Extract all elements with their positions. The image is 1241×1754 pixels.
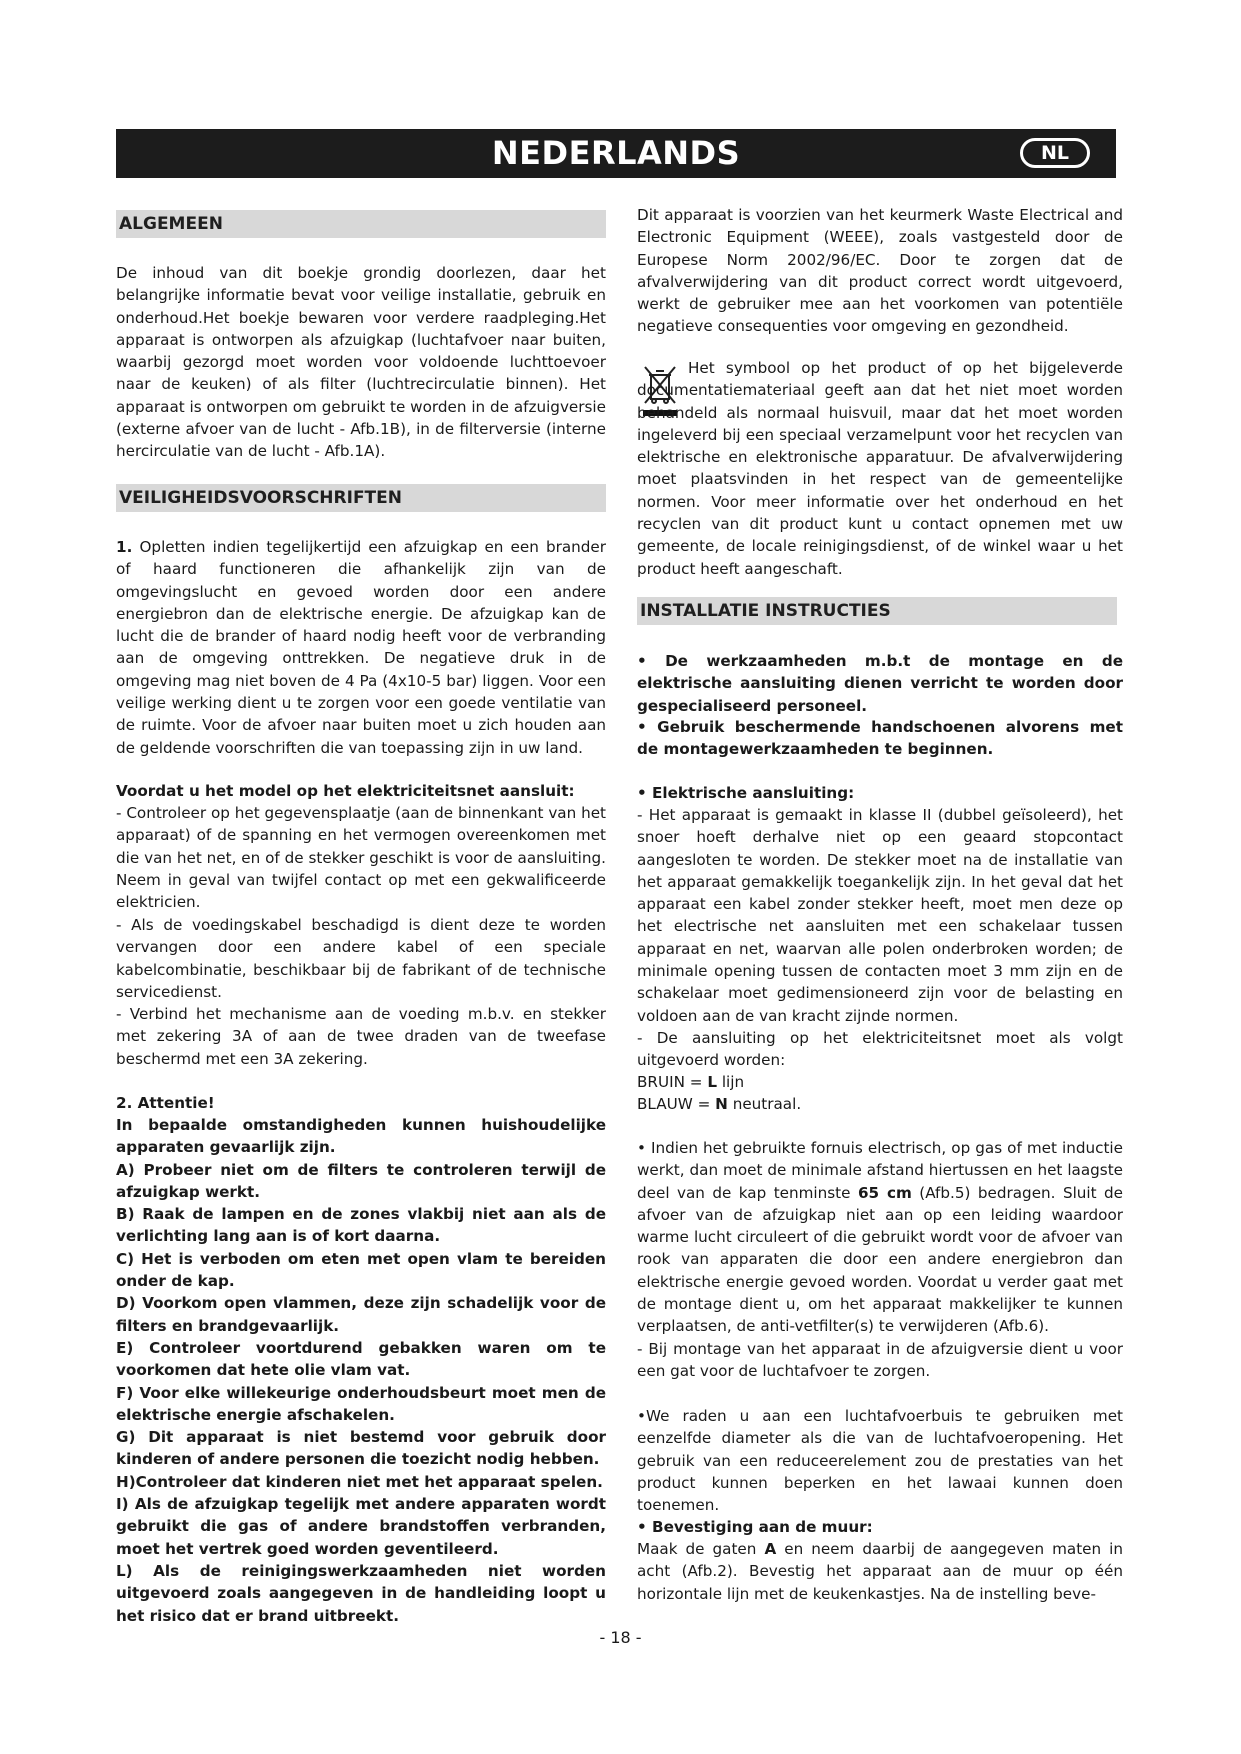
muur-text: Maak de gaten bbox=[637, 1540, 757, 1558]
attentie-line: H)Controleer dat kinderen niet met het apparaat spelen. bbox=[116, 1472, 603, 1491]
attentie-heading: 2. Attentie! bbox=[116, 1094, 215, 1112]
muur-heading: • Bevestiging aan de muur: bbox=[637, 1518, 873, 1536]
muur-paragraph bbox=[637, 1538, 1123, 1605]
wire-label: BLAUW = bbox=[637, 1095, 711, 1113]
voordat-point-3: - Verbind het mechanisme aan de voeding m.b.v. en stekker met zekering 3A of aan de twee draden van de tweefase beschermd met een 3A zekering. bbox=[116, 1005, 606, 1068]
elektrische-point-1: - Het apparaat is gemaakt in klasse II (dubbel geïsoleerd), het snoer hoeft derhalve niet op een geaard stopcontact aangesloten te worden. De stekker moet na de installatie van het apparaat gemakkelijk toegankelijk zijn. In het geval dat het apparaat een kabel zonder stekker heeft, moet men deze op het electrische net aansluiten met een schakelaar tussen apparaat en net, waarvan alle polen onderbroken worden; de minimale opening tussen de contacten moet 3 mm zijn en de schakelaar moet gedimensioneerd zijn voor de belasting en voldoen aan de van kracht zijnde normen. bbox=[637, 806, 1123, 1025]
symbol-paragraph: Het symbool op het product of op het bijgeleverde documentatiemateriaal geeft aan dat het niet moet worden behandeld als normaal huisvuil, maar dat het moet worden ingeleverd bij een speciaal verzamelpunt voor het recyclen van elektrische en elektronische apparatuur. De afvalverwijdering moet plaatsvinden in het respect van de gemeentelijke normen. Voor meer informatie over het onderhoud en het recyclen van dit product kunt u contact opnemen met uw gemeente, de locale reinigingsdienst, of de winkel waar u het product heeft aangeschaft. bbox=[637, 359, 1123, 578]
attentie-line: In bepaalde omstandigheden kunnen huishoudelijke apparaten gevaarlijk zijn. bbox=[116, 1116, 606, 1157]
section-title-algemeen: ALGEMEEN bbox=[116, 210, 606, 238]
section-title-veiligheid: VEILIGHEIDSVOORSCHRIFTEN bbox=[116, 484, 606, 512]
section-title-installatie: INSTALLATIE INSTRUCTIES bbox=[637, 597, 1117, 625]
elektrische-point-2: - De aansluiting op het elektriciteitsnet moet als volgt uitgevoerd worden: bbox=[637, 1029, 1123, 1070]
voordat-heading: Voordat u het model op het elektriciteitsnet aansluit: bbox=[116, 782, 575, 800]
fornuis-paragraph bbox=[637, 1137, 1123, 1338]
attentie-line: D) Voorkom open vlammen, deze zijn schadelijk voor de filters en brandgevaarlijk. bbox=[116, 1294, 606, 1335]
wire-blue bbox=[637, 1093, 1123, 1115]
page-title: NEDERLANDS bbox=[491, 134, 741, 172]
wire-letter: N bbox=[715, 1095, 728, 1113]
hole-label: A bbox=[764, 1540, 777, 1558]
safety-item-1 bbox=[116, 536, 606, 759]
voordat-point-2: - Als de voedingskabel beschadigd is dient deze te worden vervangen door een andere kabel of een speciale kabelcombinatie, beschikbaar bij de fabrikant of de technische servicedienst. bbox=[116, 916, 606, 1001]
muur-text: en neem daarbij de aangegeven maten in acht (Afb.2). Bevestig het apparaat aan de muur op één horizontale lijn met de keukenkastjes. Na de instelling beve- bbox=[637, 1540, 1124, 1603]
attentie-line: A) Probeer niet om de filters te controleren terwijl de afzuigkap werkt. bbox=[116, 1160, 606, 1201]
item-number: 1. bbox=[116, 538, 133, 556]
install-bullet-1: • De werkzaamheden m.b.t de montage en de elektrische aansluiting dienen verricht te worden door gespecialiseerd personeel. bbox=[637, 652, 1123, 715]
min-distance: 65 cm bbox=[857, 1183, 912, 1202]
fornuis-text: • Indien het gebruikte fornuis electrisch, op gas of met inductie werkt, dan moet de minimale afstand hiertussen en het laagste deel van de kap tenminste bbox=[637, 1139, 1123, 1202]
luchtafvoer-paragraph: •We raden u aan een luchtafvoerbuis te gebruiken met eenzelfde diameter als die van de luchtafvoeropening. Het gebruik van een reduceerelement zou de prestaties van het product kunnen beperken en het lawaai kunnen doen toenemen. bbox=[637, 1407, 1123, 1515]
fornuis-text: (Afb.5) bedragen. Sluit de afvoer van de afzuigkap niet aan op een leiding waardoor warme lucht circuleert of die gebruikt wordt voor de afvoer van rook van apparaten die door een andere energiebron dan elektrische energie gevoed worden. Voordat u verder gaat met de montage dient u, om het apparaat makkelijker te kunnen verplaatsen, de anti-vetfilter(s) te verwijderen (Afb.6). bbox=[637, 1183, 1124, 1336]
attentie-line: G) Dit apparaat is niet bestemd voor gebruik door kinderen of andere personen die toezicht nodig hebben. bbox=[116, 1428, 606, 1469]
fornuis-point: - Bij montage van het apparaat in de afzuigversie dient u voor een gat voor de luchtafvoer te zorgen. bbox=[637, 1340, 1123, 1381]
weee-paragraph: Dit apparaat is voorzien van het keurmerk Waste Electrical and Electronic Equipment (WEEE), zoals vastgesteld door de Europese Norm 2002/96/EC. Door te zorgen dat de afvalverwijdering van dit product correct wordt uitgevoerd, werkt de gebruiker mee aan het voorkomen van potentiële negatieve consequenties voor omgeving en gezondheid. bbox=[637, 206, 1123, 336]
language-banner bbox=[116, 129, 1116, 178]
wire-brown bbox=[637, 1071, 1123, 1093]
install-bullet-2: • Gebruik beschermende handschoenen alvorens met de montagewerkzaamheden te beginnen. bbox=[637, 718, 1123, 759]
attentie-line: L) Als de reinigingswerkzaamheden niet worden uitgevoerd zoals aangegeven in de handleiding loopt u het risico dat er brand uitbreekt. bbox=[116, 1561, 606, 1625]
language-badge: NL bbox=[1020, 138, 1090, 168]
page-number: - 18 - bbox=[599, 1628, 642, 1647]
elektrische-heading: • Elektrische aansluiting: bbox=[637, 784, 855, 802]
item-text: Opletten indien tegelijkertijd een afzuigkap en een brander of haard functioneren die afhankelijk zijn van de omgevingslucht en gevoed worden door een andere energiebron dan de elektrische energie. De afzuigkap kan de lucht die de brander of haard nodig heeft voor de verbranding aan de omgeving onttrekken. De negatieve druk in de omgeving mag niet boven de 4 Pa (4x10-5 bar) liggen. Voor een veilige werking dient u te zorgen voor een goede ventilatie van de ruimte. Voor de afvoer naar buiten moet u zich houden aan de geldende voorschriften die van toepassing zijn in uw land. bbox=[116, 538, 607, 757]
attentie-line: I) Als de afzuigkap tegelijk met andere apparaten wordt gebruikt die gas of andere brandstoffen verbranden, moet het vertrek goed worden geventileerd. bbox=[116, 1495, 606, 1558]
voordat-point-1: - Controleer op het gegevensplaatje (aan de binnenkant van het apparaat) of de spanning en het vermogen overeenkomen met die van het net, en of de stekker geschikt is voor de aansluiting. Neem in geval van twijfel contact op met een gekwalificeerde elektricien. bbox=[116, 804, 606, 912]
attentie-line: C) Het is verboden om eten met open vlam te bereiden onder de kap. bbox=[116, 1249, 606, 1291]
attentie-list bbox=[116, 1114, 606, 1627]
wire-meaning: lijn bbox=[721, 1073, 745, 1091]
wire-letter: L bbox=[707, 1073, 717, 1091]
attentie-line: F) Voor elke willekeurige onderhoudsbeurt moet men de elektrische energie afschakelen. bbox=[116, 1383, 606, 1424]
attentie-line: E) Controleer voortdurend gebakken waren om te voorkomen dat hete olie vlam vat. bbox=[116, 1338, 606, 1380]
wire-label: BRUIN = bbox=[637, 1073, 703, 1091]
wire-meaning: neutraal. bbox=[732, 1095, 802, 1113]
attentie-line: B) Raak de lampen en de zones vlakbij niet aan als de verlichting lang aan is of kort daarna. bbox=[116, 1205, 606, 1246]
algemeen-paragraph: De inhoud van dit boekje grondig doorlezen, daar het belangrijke informatie bevat voor veilige installatie, gebruik en onderhoud.Het boekje bewaren voor verdere raadpleging.Het apparaat is ontworpen als afzuigkap (luchtafvoer naar buiten, waarbij gezorgd moet worden voor voldoende luchttoevoer naar de keuken) of als filter (luchtrecirculatie binnen). Het apparaat is ontworpen om gebruikt te worden in de afzuigversie (externe afvoer van de lucht - Afb.1B), in de filterversie (interne hercirculatie van de lucht - Afb.1A). bbox=[116, 264, 606, 461]
